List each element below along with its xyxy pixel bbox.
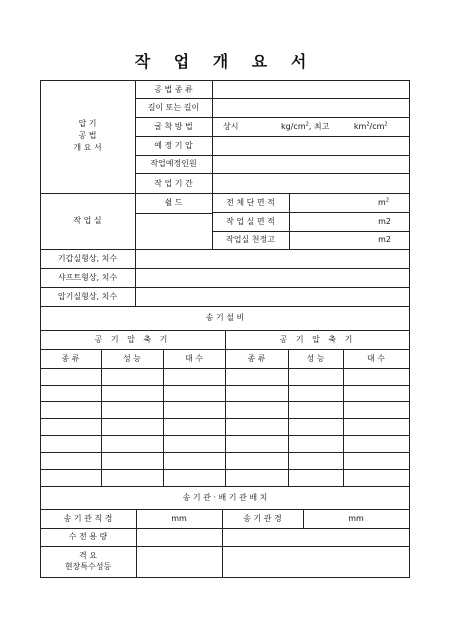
ceiling-height-unit: m2 [378,235,391,244]
section1-label-line2: 공 법 [78,131,97,140]
pipe-diameter-unit: mm [348,514,364,523]
pressure-value [223,122,408,132]
work-room-label: 작 업 실 [73,216,102,225]
section1-label-line1: 압 기 [78,119,97,128]
room-area-label: 작 업 실 면 적 [226,217,275,226]
excavation-method-label: 굴 착 방 법 [154,122,193,131]
supply-pipe-diameter-unit: mm [171,514,187,523]
total-area-unit [290,198,389,208]
pressure-max-unit: km [353,122,367,131]
pipe-diameter-label: 송 기 관 경 [243,514,282,523]
pressure-normal-label: 상시 [223,122,239,131]
airlock-shape-label: 기갑실형상, 치수 [57,254,118,263]
power-capacity-label: 수 전 용 량 [68,532,108,541]
pressure-max-label: , 최고 [308,122,330,131]
special-notes-line2: 현장특수성등 [64,562,112,571]
col-count-right: 대 수 [367,354,385,363]
section1-label-line3: 개 요 서 [73,143,102,152]
col-type-right: 종 류 [247,354,266,363]
ceiling-height-label: 작업실 천정고 [226,235,275,244]
planned-workers-label: 작업예정인원 [150,159,197,168]
pressure-room-shape-label: 압기실형상, 치수 [57,292,118,301]
method-type-label: 공 법 종 류 [154,85,193,94]
air-supply-header: 송 기 설 비 [205,313,245,322]
length-label: 길이 또는 길이 [147,103,200,112]
pressure-max-unit-sup: 2 [366,121,370,128]
shield-label: 쉴 드 [164,198,183,207]
document-title: 작 업 개 요 서 [134,52,316,71]
pressure-normal-unit: kg/cm [281,122,306,131]
total-area-unit-sup: 2 [385,197,389,204]
col-performance-left: 성 능 [123,354,141,363]
pressure-max-unit-tail: /cm [369,122,385,131]
col-performance-right: 성 능 [306,354,325,363]
special-notes-line1: 격 요 [79,551,97,560]
room-area-unit: m2 [378,217,391,226]
pressure-normal-unit-sup: 2 [305,121,309,128]
shaft-shape-label: 샤프트형상, 치수 [57,273,118,282]
predicted-pressure-label: 예 정 기 압 [154,141,193,150]
pipe-layout-header: 송 기 관 · 배 기 관 배 치 [182,493,268,502]
compressor-right-header: 공 기 압 축 기 [279,335,356,344]
col-type-left: 종 류 [61,354,80,363]
work-period-label: 작 업 기 간 [154,179,193,188]
col-count-left: 대 수 [185,354,203,363]
pressure-max-unit-tail-sup: 2 [384,121,388,128]
total-area-unit-text: m [378,198,386,207]
supply-pipe-diameter-label: 송 기 관 직 경 [63,514,113,523]
total-area-label: 전 체 단 면 적 [226,198,275,207]
compressor-left-header: 공 기 압 축 기 [94,335,171,344]
